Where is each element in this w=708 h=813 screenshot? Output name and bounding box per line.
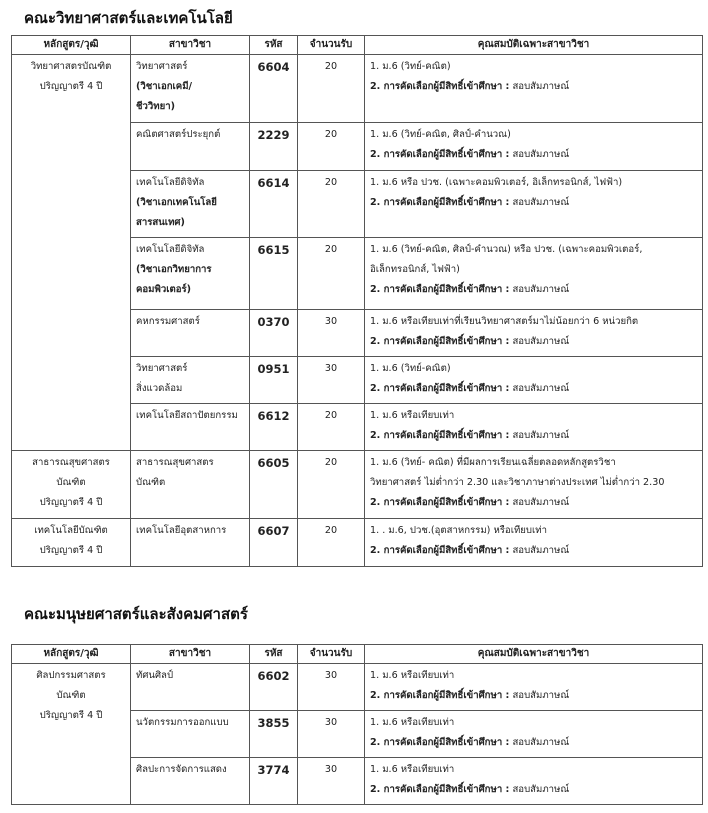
- field-cell: [131, 758, 250, 805]
- field-name-cont: สิ่งแวดล้อม: [136, 383, 183, 394]
- qualification-2: [370, 686, 697, 706]
- selection-method: สอบสัมภาษณ์: [512, 737, 570, 748]
- program-degree: ปริญญาตรี 4 ปี: [39, 710, 103, 721]
- program-cell: [12, 55, 131, 451]
- program-cell: [12, 519, 131, 567]
- field-major: สารสนเทศ): [136, 217, 185, 228]
- field-name-cont: บัณฑิต: [136, 477, 166, 488]
- seats-cell: 30: [298, 664, 365, 711]
- program-name: สาธารณสุขศาสตร: [32, 457, 110, 468]
- qualification-1: 1. . ม.6, ปวช.(อุตสาหกรรม) หรือเทียบเท่า: [370, 525, 547, 536]
- selection-label: 2. การคัดเลือกผู้มีสิทธิ์เข้าศึกษา :: [370, 284, 510, 295]
- selection-label: 2. การคัดเลือกผู้มีสิทธิ์เข้าศึกษา :: [370, 336, 510, 347]
- program-degree: ปริญญาตรี 4 ปี: [39, 545, 103, 556]
- field-name: เทคโนโลยีดิจิทัล: [136, 244, 205, 255]
- table-row: [12, 519, 703, 567]
- qualification-1: 1. ม.6 หรือเทียบเท่า: [370, 764, 455, 775]
- qualification-1-cont: วิทยาศาสตร์ ไม่ต่ำกว่า 2.30 และวิชาภาษาต่างประเทศ ไม่ต่ำกว่า 2.30: [370, 477, 665, 488]
- field-cell: [131, 519, 250, 567]
- header-program: หลักสูตร/วุฒิ: [12, 36, 131, 55]
- header-qualification: คุณสมบัติเฉพาะสาขาวิชา: [365, 36, 703, 55]
- qualification-1: 1. ม.6 (วิทย์-คณิต): [370, 363, 451, 374]
- qualification-2: [370, 77, 697, 97]
- table-header-row: [12, 645, 703, 664]
- seats-cell: 20: [298, 404, 365, 451]
- qualification-2: [370, 426, 697, 446]
- qualification-2: [370, 780, 697, 800]
- seats-cell: 20: [298, 123, 365, 171]
- qualification-1: 1. ม.6 (วิทย์-คณิต): [370, 61, 451, 72]
- code-cell: 6604: [250, 55, 298, 123]
- table-row: [12, 664, 703, 711]
- field-cell: [131, 171, 250, 238]
- qualification-cell: [365, 758, 703, 805]
- selection-method: สอบสัมภาษณ์: [512, 284, 570, 295]
- table-row: [12, 55, 703, 123]
- header-field: สาขาวิชา: [131, 645, 250, 664]
- seats-cell: 30: [298, 357, 365, 404]
- qualification-cell: [365, 238, 703, 310]
- field-name: คหกรรมศาสตร์: [136, 316, 200, 327]
- field-name: วิทยาศาสตร์: [136, 61, 188, 72]
- selection-method: สอบสัมภาษณ์: [512, 497, 570, 508]
- program-name: เทคโนโลยีบัณฑิต: [34, 525, 108, 536]
- qualification-cell: [365, 171, 703, 238]
- selection-method: สอบสัมภาษณ์: [512, 81, 570, 92]
- field-name: นวัตกรรมการออกแบบ: [136, 717, 229, 728]
- qualification-2: [370, 541, 697, 561]
- table-row: [12, 451, 703, 519]
- field-cell: [131, 404, 250, 451]
- program-cell: [12, 664, 131, 805]
- selection-method: สอบสัมภาษณ์: [512, 784, 570, 795]
- selection-label: 2. การคัดเลือกผู้มีสิทธิ์เข้าศึกษา :: [370, 383, 510, 394]
- field-cell: [131, 310, 250, 357]
- field-cell: [131, 664, 250, 711]
- faculty-humanities-title: คณะมนุษยศาสตร์และสังคมศาสตร์: [24, 605, 248, 623]
- code-cell: 6605: [250, 451, 298, 519]
- selection-method: สอบสัมภาษณ์: [512, 690, 570, 701]
- program-degree: ปริญญาตรี 4 ปี: [39, 497, 103, 508]
- qualification-1: 1. ม.6 หรือ ปวช. (เฉพาะคอมพิวเตอร์, อิเล็กทรอนิกส์, ไฟฟ้า): [370, 177, 623, 188]
- qualification-cell: [365, 519, 703, 567]
- header-qualification: คุณสมบัติเฉพาะสาขาวิชา: [365, 645, 703, 664]
- selection-label: 2. การคัดเลือกผู้มีสิทธิ์เข้าศึกษา :: [370, 81, 510, 92]
- qualification-2: [370, 193, 697, 213]
- field-major: (วิชาเอกเคมี/: [136, 81, 193, 92]
- field-name: เทคโนโลยีสถาปัตยกรรม: [136, 410, 238, 421]
- qualification-cell: [365, 55, 703, 123]
- field-cell: [131, 238, 250, 310]
- selection-label: 2. การคัดเลือกผู้มีสิทธิ์เข้าศึกษา :: [370, 497, 510, 508]
- field-name: ศิลปะการจัดการแสดง: [136, 764, 227, 775]
- table-header-row: [12, 36, 703, 55]
- field-major: คอมพิวเตอร์): [136, 284, 192, 295]
- qualification-1: 1. ม.6 (วิทย์-คณิต, ศิลป์-คำนวณ) หรือ ปวช. (เฉพาะคอมพิวเตอร์,: [370, 244, 643, 255]
- field-name: คณิตศาสตร์ประยุกต์: [136, 129, 221, 140]
- header-field: สาขาวิชา: [131, 36, 250, 55]
- selection-label: 2. การคัดเลือกผู้มีสิทธิ์เข้าศึกษา :: [370, 430, 510, 441]
- header-seats: จำนวนรับ: [298, 36, 365, 55]
- qualification-2: [370, 379, 697, 399]
- field-name: เทคโนโลยีอุตสาหการ: [136, 525, 227, 536]
- seats-cell: 30: [298, 711, 365, 758]
- selection-label: 2. การคัดเลือกผู้มีสิทธิ์เข้าศึกษา :: [370, 690, 510, 701]
- seats-cell: 20: [298, 238, 365, 310]
- code-cell: 6602: [250, 664, 298, 711]
- field-name: เทคโนโลยีดิจิทัล: [136, 177, 205, 188]
- program-name: วิทยาศาสตรบัณฑิต: [30, 61, 112, 72]
- field-cell: [131, 711, 250, 758]
- selection-method: สอบสัมภาษณ์: [512, 336, 570, 347]
- qualification-1: 1. ม.6 หรือเทียบเท่า: [370, 410, 455, 421]
- seats-cell: 20: [298, 451, 365, 519]
- field-major: (วิชาเอกวิทยาการ: [136, 264, 212, 275]
- selection-label: 2. การคัดเลือกผู้มีสิทธิ์เข้าศึกษา :: [370, 737, 510, 748]
- code-cell: 6615: [250, 238, 298, 310]
- code-cell: 0370: [250, 310, 298, 357]
- header-program: หลักสูตร/วุฒิ: [12, 645, 131, 664]
- header-seats: จำนวนรับ: [298, 645, 365, 664]
- seats-cell: 20: [298, 55, 365, 123]
- code-cell: 6612: [250, 404, 298, 451]
- selection-label: 2. การคัดเลือกผู้มีสิทธิ์เข้าศึกษา :: [370, 149, 510, 160]
- humanities-table: [11, 644, 703, 805]
- selection-method: สอบสัมภาษณ์: [512, 197, 570, 208]
- program-name: ศิลปกรรมศาสตร: [36, 670, 106, 681]
- program-cell: [12, 451, 131, 519]
- program-name-cont: บัณฑิต: [56, 690, 86, 701]
- field-name: วิทยาศาสตร์: [136, 363, 188, 374]
- qualification-cell: [365, 664, 703, 711]
- code-cell: 6614: [250, 171, 298, 238]
- qualification-cell: [365, 123, 703, 171]
- qualification-2: [370, 280, 697, 300]
- science-table: [11, 35, 703, 567]
- qualification-1: 1. ม.6 (วิทย์- คณิต) ที่มีผลการเรียนเฉลี่ยตลอดหลักสูตรวิชา: [370, 457, 616, 468]
- qualification-2: [370, 332, 697, 352]
- field-cell: [131, 55, 250, 123]
- field-major: (วิชาเอกเทคโนโลยี: [136, 197, 217, 208]
- qualification-1: 1. ม.6 (วิทย์-คณิต, ศิลป์-คำนวณ): [370, 129, 511, 140]
- code-cell: 3774: [250, 758, 298, 805]
- field-cell: [131, 451, 250, 519]
- code-cell: 0951: [250, 357, 298, 404]
- selection-label: 2. การคัดเลือกผู้มีสิทธิ์เข้าศึกษา :: [370, 784, 510, 795]
- selection-method: สอบสัมภาษณ์: [512, 430, 570, 441]
- qualification-cell: [365, 310, 703, 357]
- qualification-cell: [365, 711, 703, 758]
- selection-label: 2. การคัดเลือกผู้มีสิทธิ์เข้าศึกษา :: [370, 545, 510, 556]
- field-name: ทัศนศิลป์: [136, 670, 174, 681]
- selection-method: สอบสัมภาษณ์: [512, 149, 570, 160]
- field-name: สาธารณสุขศาสตร: [136, 457, 214, 468]
- selection-method: สอบสัมภาษณ์: [512, 545, 570, 556]
- seats-cell: 30: [298, 758, 365, 805]
- seats-cell: 20: [298, 171, 365, 238]
- selection-label: 2. การคัดเลือกผู้มีสิทธิ์เข้าศึกษา :: [370, 197, 510, 208]
- program-name-cont: บัณฑิต: [56, 477, 86, 488]
- qualification-cell: [365, 357, 703, 404]
- seats-cell: 30: [298, 310, 365, 357]
- code-cell: 3855: [250, 711, 298, 758]
- selection-method: สอบสัมภาษณ์: [512, 383, 570, 394]
- faculty-science-title: คณะวิทยาศาสตร์และเทคโนโลยี: [24, 9, 233, 27]
- qualification-1: 1. ม.6 หรือเทียบเท่า: [370, 670, 455, 681]
- qualification-1: 1. ม.6 หรือเทียบเท่า: [370, 717, 455, 728]
- qualification-2: [370, 493, 697, 513]
- field-major: ชีววิทยา): [136, 101, 176, 112]
- field-cell: [131, 123, 250, 171]
- qualification-cell: [365, 404, 703, 451]
- code-cell: 6607: [250, 519, 298, 567]
- program-degree: ปริญญาตรี 4 ปี: [39, 81, 103, 92]
- field-cell: [131, 357, 250, 404]
- seats-cell: 20: [298, 519, 365, 567]
- header-code: รหัส: [250, 36, 298, 55]
- qualification-2: [370, 733, 697, 753]
- qualification-1: 1. ม.6 หรือเทียบเท่าที่เรียนวิทยาศาสตร์มาไม่น้อยกว่า 6 หน่วยกิต: [370, 316, 639, 327]
- header-code: รหัส: [250, 645, 298, 664]
- qualification-1-cont: อิเล็กทรอนิกส์, ไฟฟ้า): [370, 264, 460, 275]
- qualification-2: [370, 145, 697, 165]
- code-cell: 2229: [250, 123, 298, 171]
- qualification-cell: [365, 451, 703, 519]
